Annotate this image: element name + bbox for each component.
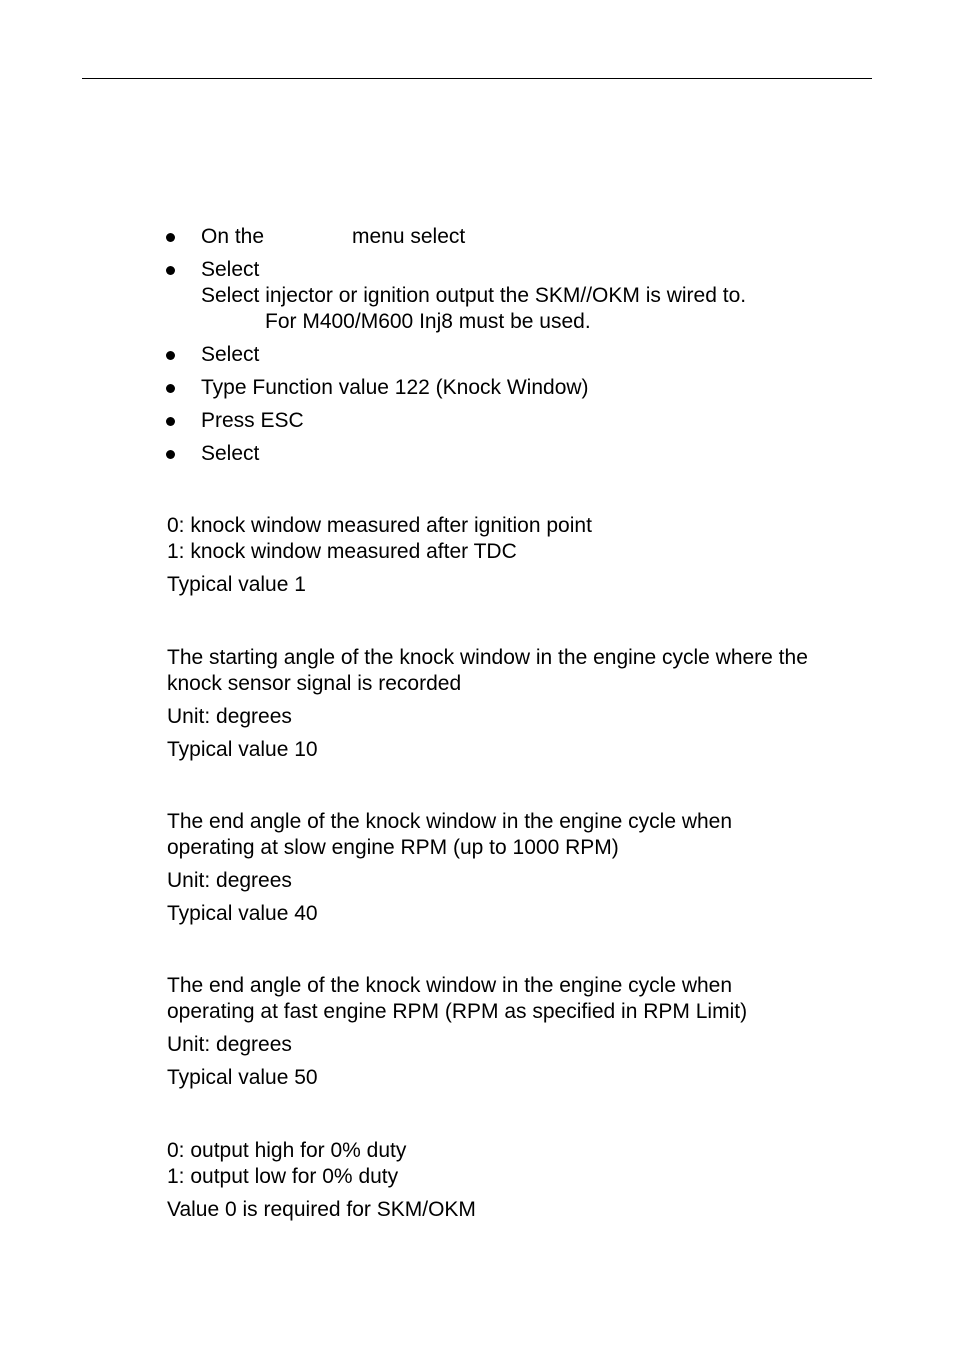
- bullet-icon: [166, 266, 175, 275]
- end-angle-slow-typical-value: Typical value 40: [167, 902, 318, 925]
- mode-option-1: 1: knock window measured after TDC: [167, 540, 517, 563]
- start-angle-typical-value: Typical value 10: [167, 738, 318, 761]
- step-2-detail: Select injector or ignition output the SKM//OKM is wired to.: [201, 284, 747, 307]
- header-rule: [82, 78, 872, 79]
- step-1-prefix: On the: [201, 225, 265, 248]
- polarity-option-1: 1: output low for 0% duty: [167, 1165, 399, 1188]
- end-angle-slow-unit: Unit: degrees: [167, 869, 292, 892]
- start-angle-description-1: The starting angle of the knock window in the engine cycle where the: [167, 646, 808, 669]
- start-angle-description-2: knock sensor signal is recorded: [167, 672, 462, 695]
- polarity-option-0: 0: output high for 0% duty: [167, 1139, 407, 1162]
- end-angle-slow-description-2: operating at slow engine RPM (up to 1000 RPM): [167, 836, 619, 859]
- end-angle-fast-unit: Unit: degrees: [167, 1033, 292, 1056]
- polarity-note: Value 0 is required for SKM/OKM: [167, 1198, 476, 1221]
- bullet-icon: [166, 233, 175, 242]
- step-5-text: Press ESC: [201, 409, 304, 432]
- end-angle-fast-description-1: The end angle of the knock window in the engine cycle when: [167, 974, 733, 997]
- bullet-icon: [166, 450, 175, 459]
- bullet-icon: [166, 417, 175, 426]
- step-1-suffix: menu select: [352, 225, 466, 248]
- bullet-icon: [166, 351, 175, 360]
- bullet-icon: [166, 384, 175, 393]
- start-angle-unit: Unit: degrees: [167, 705, 292, 728]
- mode-option-0: 0: knock window measured after ignition point: [167, 514, 592, 537]
- end-angle-fast-description-2: operating at fast engine RPM (RPM as specified in RPM Limit): [167, 1000, 748, 1023]
- step-2-text: Select: [201, 258, 260, 281]
- step-6-text: Select: [201, 442, 260, 465]
- step-2-note: For M400/M600 Inj8 must be used.: [265, 310, 591, 333]
- step-4-text: Type Function value 122 (Knock Window): [201, 376, 589, 399]
- end-angle-fast-typical-value: Typical value 50: [167, 1066, 318, 1089]
- step-3-text: Select: [201, 343, 260, 366]
- mode-typical-value: Typical value 1: [167, 573, 306, 596]
- end-angle-slow-description-1: The end angle of the knock window in the engine cycle when: [167, 810, 733, 833]
